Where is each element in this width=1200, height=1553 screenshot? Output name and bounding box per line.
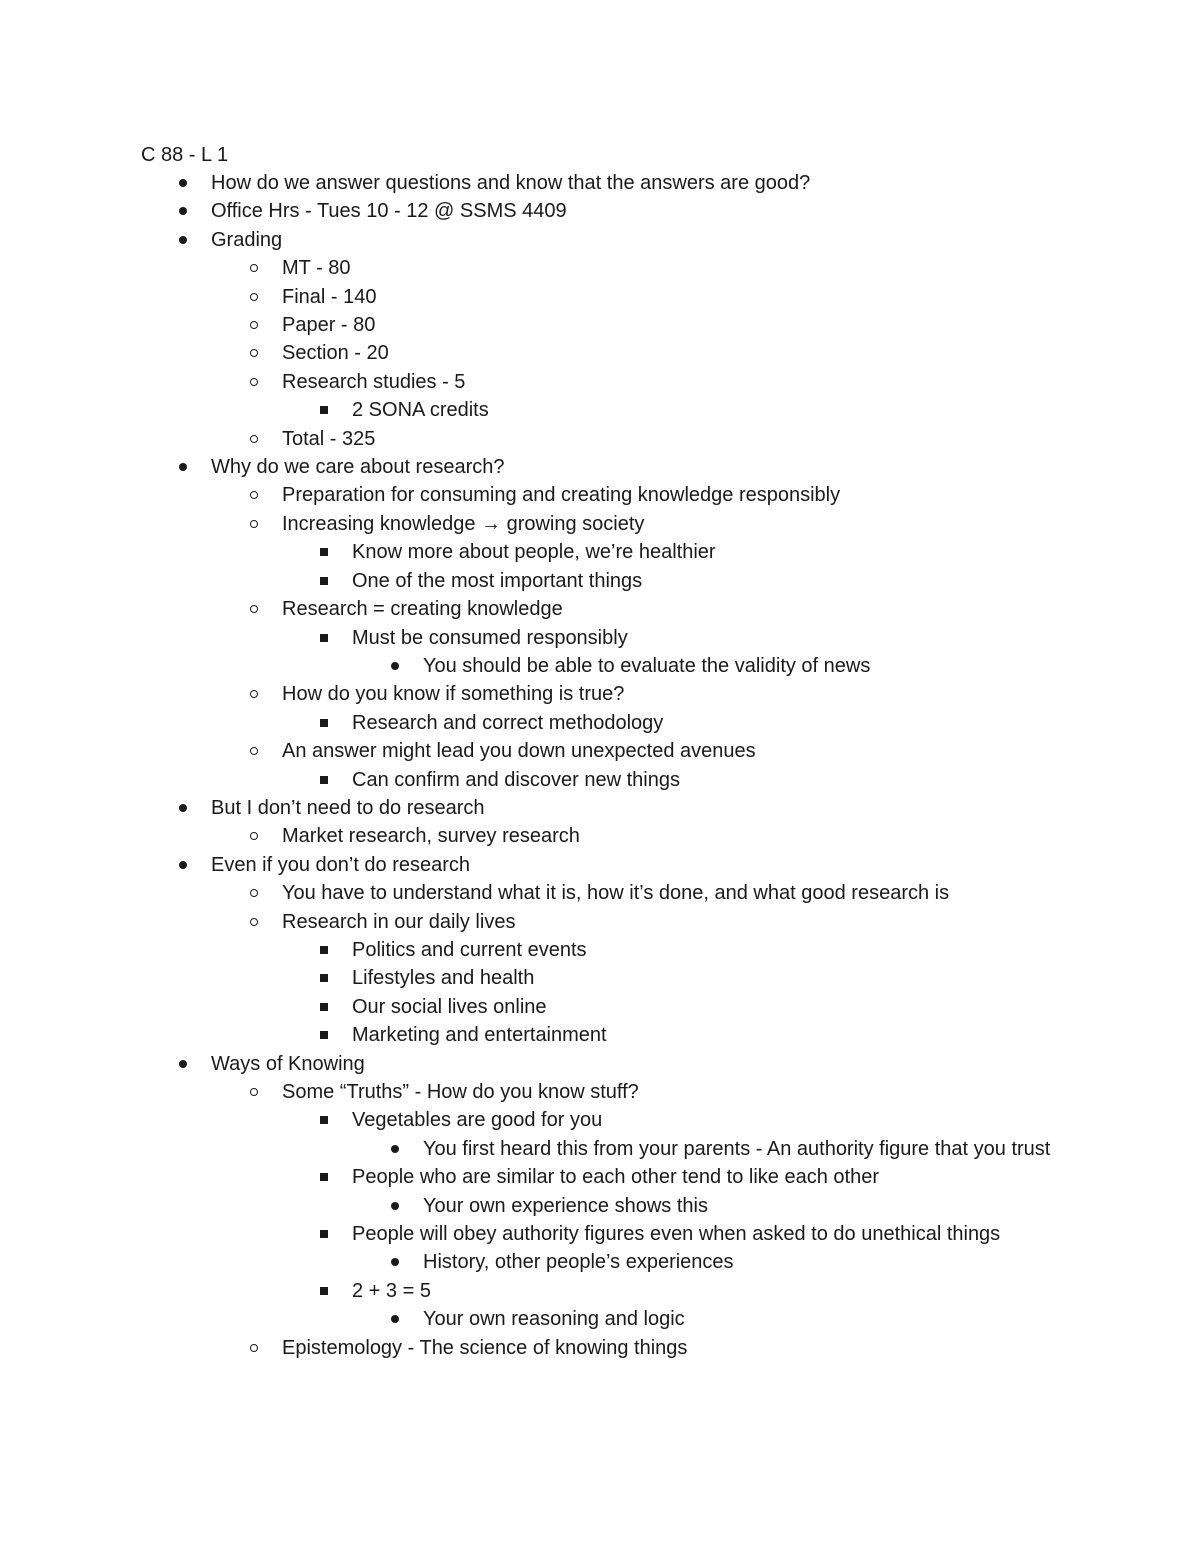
bullet-disc-icon bbox=[179, 236, 187, 244]
outline-item-level-2 bbox=[0, 766, 1200, 794]
bullet-square-icon bbox=[320, 1230, 328, 1238]
bullet-square-icon bbox=[320, 1173, 328, 1181]
bullet-square-icon bbox=[320, 1031, 328, 1039]
outline-item-level-1 bbox=[0, 311, 1200, 339]
outline-item-text: Final - 140 bbox=[282, 285, 377, 308]
outline-item-text: People will obey authority figures even when asked to do unethical things bbox=[352, 1223, 1001, 1246]
outline-item-level-2 bbox=[0, 709, 1200, 737]
outline-item-level-2 bbox=[0, 1220, 1200, 1248]
outline-item-text: Politics and current events bbox=[352, 938, 587, 961]
outline-item-text: Section - 20 bbox=[282, 342, 389, 365]
outline-item-text: You have to understand what it is, how it’s done, and what good research is bbox=[282, 882, 950, 905]
outline-item-level-3 bbox=[0, 652, 1063, 680]
outline-item-level-2 bbox=[0, 538, 1200, 566]
outline-item-text: But I don’t need to do research bbox=[211, 796, 485, 819]
outline-item-text: Your own experience shows this bbox=[423, 1194, 708, 1217]
outline-item-level-3 bbox=[0, 1248, 1063, 1276]
outline-item-text: Increasing knowledge → growing society bbox=[282, 512, 645, 535]
outline-item-level-0 bbox=[0, 197, 1200, 225]
outline-item-level-1 bbox=[0, 481, 1200, 509]
bullet-circle-icon bbox=[250, 293, 258, 301]
outline-item-level-1 bbox=[0, 1334, 1200, 1362]
bullet-circle-icon bbox=[250, 491, 258, 499]
outline-item-text: Total - 325 bbox=[282, 427, 376, 450]
outline-item-text: Can confirm and discover new things bbox=[352, 768, 680, 791]
outline-item-level-0 bbox=[0, 851, 1200, 879]
outline-item-level-1 bbox=[0, 368, 1200, 396]
outline-item-text: How do you know if something is true? bbox=[282, 683, 625, 706]
outline-item-level-1 bbox=[0, 254, 1200, 282]
bullet-circle-icon bbox=[250, 321, 258, 329]
bullet-circle-icon bbox=[250, 520, 258, 528]
bullet-circle-icon bbox=[250, 690, 258, 698]
outline-item-level-1 bbox=[0, 425, 1200, 453]
outline-item-text: Research and correct methodology bbox=[352, 711, 664, 734]
outline-item-level-2 bbox=[0, 396, 1200, 424]
outline-item-level-2 bbox=[0, 1106, 1200, 1134]
bullet-circle-icon bbox=[250, 1088, 258, 1096]
outline-item-text: An answer might lead you down unexpected avenues bbox=[282, 740, 756, 763]
bullet-circle-icon bbox=[250, 435, 258, 443]
outline-item-text: People who are similar to each other tend to like each other bbox=[352, 1166, 879, 1189]
outline-item-text: Your own reasoning and logic bbox=[423, 1308, 685, 1331]
bullet-circle-icon bbox=[250, 264, 258, 272]
bullet-square-icon bbox=[320, 1287, 328, 1295]
outline-item-level-3 bbox=[0, 1305, 1063, 1333]
outline-item-level-1 bbox=[0, 339, 1200, 367]
outline-item-text: 2 SONA credits bbox=[352, 399, 489, 422]
outline-item-text: Know more about people, we’re healthier bbox=[352, 541, 716, 564]
bullet-disc-icon bbox=[179, 179, 187, 187]
bullet-disc-icon bbox=[179, 207, 187, 215]
outline-item-level-2 bbox=[0, 1277, 1200, 1305]
bullet-square-icon bbox=[320, 974, 328, 982]
outline-item-level-3 bbox=[0, 1192, 1063, 1220]
outline-item-text: You should be able to evaluate the validity of news bbox=[423, 654, 871, 677]
bullet-square-icon bbox=[320, 946, 328, 954]
bullet-circle-icon bbox=[250, 747, 258, 755]
outline-list bbox=[0, 169, 1200, 1362]
outline-item-text: Research = creating knowledge bbox=[282, 598, 563, 621]
bullet-square-icon bbox=[320, 1003, 328, 1011]
outline-item-level-1 bbox=[0, 908, 1200, 936]
bullet-disc-icon bbox=[391, 1258, 399, 1266]
bullet-disc-icon bbox=[179, 463, 187, 471]
outline-item-level-3 bbox=[0, 1135, 1063, 1163]
outline-item-text: How do we answer questions and know that the answers are good? bbox=[211, 172, 811, 194]
outline-item-text: Lifestyles and health bbox=[352, 967, 535, 990]
bullet-circle-icon bbox=[250, 918, 258, 926]
outline-item-level-0 bbox=[0, 226, 1200, 254]
bullet-disc-icon bbox=[179, 1060, 187, 1068]
bullet-circle-icon bbox=[250, 349, 258, 357]
outline-item-text: 2 + 3 = 5 bbox=[352, 1279, 431, 1302]
bullet-disc-icon bbox=[179, 804, 187, 812]
outline-item-text: One of the most important things bbox=[352, 569, 643, 592]
outline-item-text: You first heard this from your parents - An authority figure that you trust bbox=[423, 1137, 1051, 1160]
outline-item-text: MT - 80 bbox=[282, 257, 351, 280]
outline-item-level-1 bbox=[0, 737, 1200, 765]
bullet-disc-icon bbox=[391, 662, 399, 670]
outline-item-level-0 bbox=[0, 1050, 1200, 1078]
outline-item-text: Research studies - 5 bbox=[282, 370, 466, 393]
outline-item-text: Some “Truths” - How do you know stuff? bbox=[282, 1081, 639, 1103]
outline-item-text: History, other people’s experiences bbox=[423, 1251, 734, 1274]
outline-item-text: Grading bbox=[211, 228, 283, 251]
outline-item-level-1 bbox=[0, 510, 1200, 538]
bullet-circle-icon bbox=[250, 889, 258, 897]
bullet-circle-icon bbox=[250, 378, 258, 386]
bullet-square-icon bbox=[320, 577, 328, 585]
outline-item-level-2 bbox=[0, 936, 1200, 964]
document-title: C 88 - L 1 bbox=[141, 144, 229, 166]
outline-item-level-1 bbox=[0, 283, 1200, 311]
bullet-circle-icon bbox=[250, 1344, 258, 1352]
outline-item-text: Market research, survey research bbox=[282, 825, 580, 848]
bullet-square-icon bbox=[320, 1116, 328, 1124]
outline-item-level-0 bbox=[0, 794, 1200, 822]
bullet-square-icon bbox=[320, 406, 328, 414]
outline-item-text: Ways of Knowing bbox=[211, 1052, 365, 1075]
outline-item-level-2 bbox=[0, 567, 1200, 595]
outline-item-level-1 bbox=[0, 1078, 1200, 1106]
outline-item-level-2 bbox=[0, 993, 1200, 1021]
bullet-square-icon bbox=[320, 776, 328, 784]
outline-item-text: Research in our daily lives bbox=[282, 910, 516, 933]
outline-item-level-1 bbox=[0, 822, 1200, 850]
bullet-circle-icon bbox=[250, 605, 258, 613]
outline-item-level-1 bbox=[0, 879, 1200, 907]
outline-item-text: Must be consumed responsibly bbox=[352, 626, 628, 649]
outline-item-level-1 bbox=[0, 680, 1200, 708]
outline-item-level-1 bbox=[0, 595, 1200, 623]
bullet-square-icon bbox=[320, 634, 328, 642]
outline-item-level-0 bbox=[0, 453, 1200, 481]
outline-item-level-2 bbox=[0, 624, 1200, 652]
outline-item-text: Why do we care about research? bbox=[211, 456, 505, 479]
bullet-square-icon bbox=[320, 548, 328, 556]
outline-item-text: Preparation for consuming and creating knowledge responsibly bbox=[282, 484, 841, 507]
outline-item-text: Epistemology - The science of knowing things bbox=[282, 1336, 688, 1359]
outline-item-level-2 bbox=[0, 1163, 1200, 1191]
bullet-disc-icon bbox=[391, 1315, 399, 1323]
outline-item-text: Office Hrs - Tues 10 - 12 @ SSMS 4409 bbox=[211, 200, 567, 223]
bullet-square-icon bbox=[320, 719, 328, 727]
outline-item-text: Our social lives online bbox=[352, 995, 547, 1018]
outline-item-level-0 bbox=[0, 169, 1200, 197]
bullet-disc-icon bbox=[391, 1145, 399, 1153]
outline-item-text: Paper - 80 bbox=[282, 314, 376, 337]
bullet-disc-icon bbox=[391, 1202, 399, 1210]
bullet-circle-icon bbox=[250, 832, 258, 840]
outline-item-level-2 bbox=[0, 1021, 1200, 1049]
outline-item-text: Even if you don’t do research bbox=[211, 853, 471, 876]
outline-item-text: Vegetables are good for you bbox=[352, 1109, 603, 1132]
outline-item-text: Marketing and entertainment bbox=[352, 1024, 607, 1047]
outline-item-level-2 bbox=[0, 964, 1200, 992]
bullet-disc-icon bbox=[179, 861, 187, 869]
